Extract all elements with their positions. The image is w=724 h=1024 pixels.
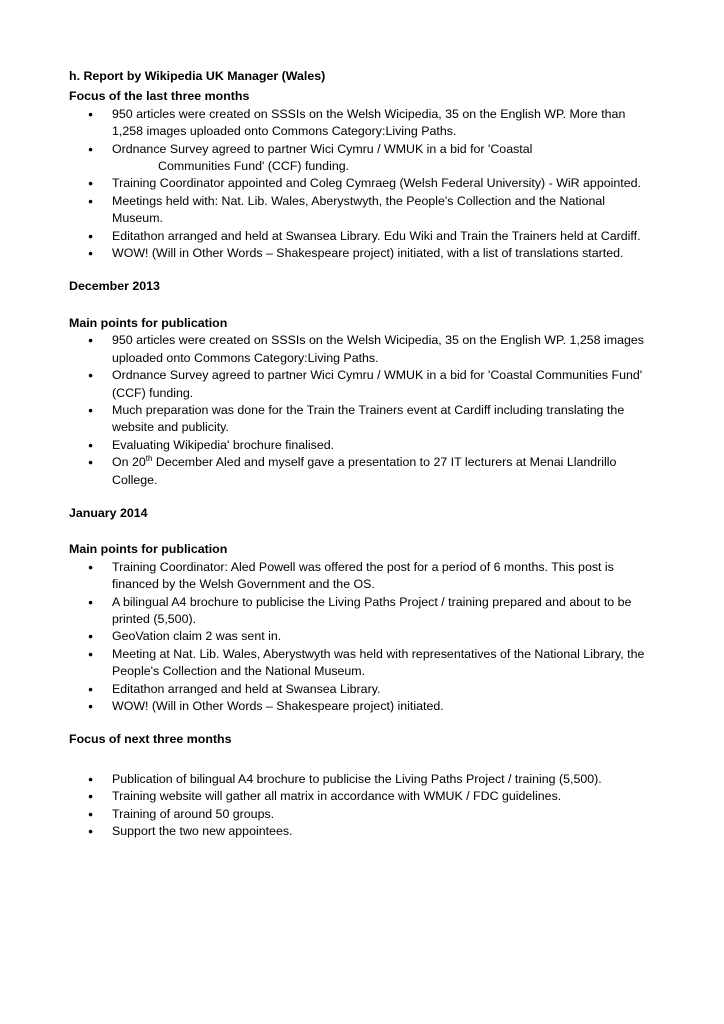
list-item: ● Publication of bilingual A4 brochure to publicise the Living Paths Project / training (5,500). xyxy=(69,771,659,788)
list-item: ● Meeting at Nat. Lib. Wales, Aberystwyth was held with representatives of the National Library, the People's Collection and the National Museum. xyxy=(69,646,659,681)
list-item: ● WOW! (Will in Other Words – Shakespeare project) initiated, with a list of translations started. xyxy=(69,245,659,262)
january-points-heading: Main points for publication xyxy=(69,542,228,557)
focus-next-heading: Focus of next three months xyxy=(69,732,232,747)
december-heading: December 2013 xyxy=(69,279,160,294)
list-item: ● A bilingual A4 brochure to publicise the Living Paths Project / training prepared and about to be printed (5,500). xyxy=(69,594,659,629)
list-item: ● WOW! (Will in Other Words – Shakespeare project) initiated. xyxy=(69,698,659,715)
list-item xyxy=(69,141,659,176)
list-item: ● Evaluating Wikipedia' brochure finalised. xyxy=(69,437,659,454)
list-item: ● Training website will gather all matrix in accordance with WMUK / FDC guidelines. xyxy=(69,788,659,805)
list-item-text: December Aled and myself gave a presentation to 27 IT lecturers at Menai Llandrillo College. xyxy=(112,455,617,487)
december-list xyxy=(69,332,659,489)
list-item xyxy=(69,454,659,489)
list-item: ● Much preparation was done for the Train the Trainers event at Cardiff including translating the website and publicity. xyxy=(69,402,659,437)
list-item: ● Support the two new appointees. xyxy=(69,823,659,840)
list-item: ● 950 articles were created on SSSIs on the Welsh Wicipedia, 35 on the English WP. More than 1,258 images uploaded onto Commons Category:Living Paths. xyxy=(69,106,659,141)
december-points-heading: Main points for publication xyxy=(69,315,228,330)
ordinal-suffix: th xyxy=(145,454,153,463)
report-title: h. Report by Wikipedia UK Manager (Wales) xyxy=(69,69,326,83)
list-item: ● Meetings held with: Nat. Lib. Wales, Aberystwyth, the People's Collection and the National Museum. xyxy=(69,193,659,228)
january-heading: January 2014 xyxy=(69,505,148,520)
list-item: ● Training Coordinator: Aled Powell was offered the post for a period of 6 months. This post is financed by the Welsh Government and the OS. xyxy=(69,559,659,594)
list-item: ● Training Coordinator appointed and Coleg Cymraeg (Welsh Federal University) - WiR appointed. xyxy=(69,175,659,192)
list-item-text: On 20 xyxy=(112,455,146,470)
document-page xyxy=(69,68,659,840)
focus-last-list xyxy=(69,106,659,263)
january-list xyxy=(69,559,659,716)
list-item-text: Ordnance Survey agreed to partner Wici Cymru / WMUK in a bid for 'Coastal xyxy=(112,141,533,156)
list-item: ● Editathon arranged and held at Swansea Library. Edu Wiki and Train the Trainers held at Cardiff. xyxy=(69,228,659,245)
list-item: ● Ordnance Survey agreed to partner Wici Cymru / WMUK in a bid for 'Coastal Communities Fund' (CCF) funding. xyxy=(69,367,659,402)
list-item: ● Editathon arranged and held at Swansea Library. xyxy=(69,681,659,698)
list-item: ● Training of around 50 groups. xyxy=(69,806,659,823)
focus-last-heading: Focus of the last three months xyxy=(69,89,250,104)
list-item-continuation: Communities Fund' (CCF) funding. xyxy=(158,159,350,174)
list-item: ● GeoVation claim 2 was sent in. xyxy=(69,628,659,645)
list-item: ● 950 articles were created on SSSIs on the Welsh Wicipedia, 35 on the English WP. 1,258 images uploaded onto Commons Category:Living Paths. xyxy=(69,332,659,367)
focus-next-list xyxy=(69,771,659,841)
